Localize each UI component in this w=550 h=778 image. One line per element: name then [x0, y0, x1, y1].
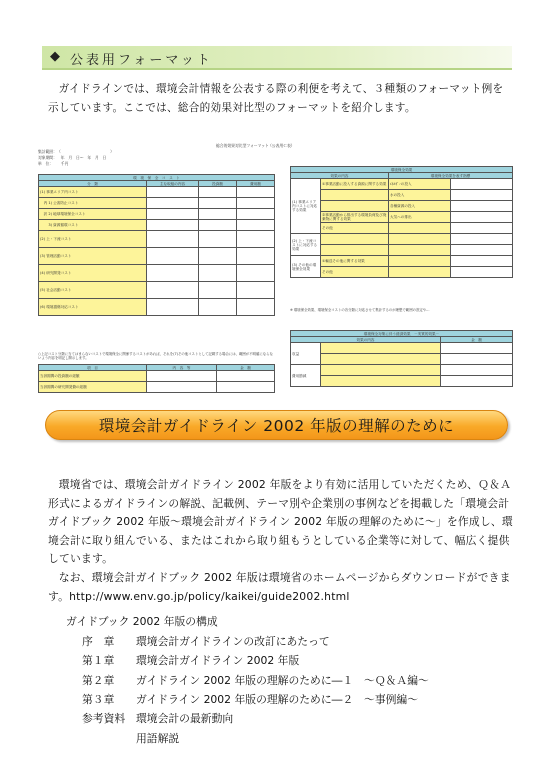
toc-chapter-title: 環境会計ガイドラインの改訂にあたって: [136, 635, 330, 649]
mini-item: 各種資源の投入: [389, 201, 451, 212]
mini-header: 投資額: [199, 181, 237, 187]
toc-item: [82, 728, 429, 747]
mini-row-label: (3) 管理活動コスト: [39, 248, 147, 265]
mini-header: 環境保全効果を表す指標: [389, 173, 513, 179]
mini-effect-table: [290, 166, 513, 278]
mini-summary-table: [38, 364, 275, 393]
mini-item: ｴﾈﾙｷﾞｰの投入: [389, 179, 451, 190]
section-title: 公表用フォーマット: [70, 53, 213, 68]
mini-header: 内 容 等: [147, 365, 217, 371]
mini-item: その他: [321, 223, 389, 234]
mini-header: 効果の内容: [291, 337, 441, 343]
toc-chapter-title: 環境会計ガイドライン 2002 年版: [136, 654, 300, 668]
toc-item: [82, 651, 429, 670]
mini-row-label: 内 1) 公害防止コスト: [39, 198, 147, 209]
toc-item: [82, 671, 429, 690]
toc-chapter-title: ガイドライン 2002 年版の理解のために―２ ～事例編～: [136, 693, 419, 707]
mini-group-label: (2) 上・下流コストに対応する効果: [291, 234, 321, 256]
mini-row-label: (6) 環境損傷対応コスト: [39, 299, 147, 316]
toc-chapter-title: 環境会計の最新動向: [136, 712, 234, 726]
mini-row-label: 収益: [291, 343, 321, 365]
toc-chapter-title: ガイドライン 2002 年版の理解のために―１ ～Ｑ＆Ａ編～: [136, 673, 429, 687]
mini-row-label: 費用節減: [291, 365, 321, 387]
toc-chapter: 参考資料: [82, 712, 126, 726]
mini-note: ※ 環境保全効果、環境保全コストの各分類に対応させて集計するのが理想で範囲の設定や…: [290, 308, 430, 312]
toc-chapter-title: 用語解説: [136, 731, 180, 745]
toc-item: [82, 709, 429, 728]
mini-item: その他: [321, 267, 389, 278]
format-image-cost-table: [32, 140, 295, 390]
mini-economic-caption: 環境保全対策に伴う経済効果 －実質的効果－: [291, 331, 513, 337]
mini-cost-table: [38, 174, 275, 316]
mini-meta-unit: 単 位： 千円: [38, 161, 69, 166]
mini-row-label: (4) 研究開発コスト: [39, 265, 147, 282]
mini-item: ②事業活動から排出する環境負荷及び廃棄物に関する効果: [321, 212, 389, 223]
toc-title: ガイドブック 2002 年版の構成: [66, 615, 218, 628]
toc-chapter: 序 章: [82, 635, 115, 649]
mini-header: 効果の内容: [291, 173, 389, 179]
body-paragraph-2: なお、環境会計ガイドブック 2002 年版は環境省のホームページからダウンロードができます。http://www.env.go.jp/policy/kaikei/guide2002.html: [48, 570, 511, 603]
mini-header: 主な取組の内容: [147, 181, 199, 187]
guideline-banner: [45, 410, 508, 440]
mini-meta-period: 対象期間： 年 月 日～ 年 月 日: [38, 155, 107, 160]
mini-doc-title: 総合的効果対比型フォーマット: [216, 143, 269, 148]
mini-row-label: (5) 社会活動コスト: [39, 282, 147, 299]
mini-item: 水の投入: [389, 190, 451, 201]
toc-chapter: 第２章: [82, 673, 115, 687]
mini-effect-caption: 環境保全効果: [291, 167, 513, 173]
body-text: [48, 476, 518, 606]
mini-note: ○上記コスト分類に当てはまらないコストで環境保全に関係するコストがあれば、それを(7)その他コストとして記載する場合には、範囲が不明確にならないよう内容を明記し開示します。: [38, 352, 273, 361]
mini-header: 項 目: [39, 365, 147, 371]
mini-header: 金 額: [441, 337, 513, 343]
mini-row-label: 当該期間の投資額の総額: [39, 371, 147, 382]
mini-group-label: (3) その他の環境保全効果: [291, 256, 321, 278]
mini-row-label: 3) 資源循環コスト: [39, 220, 147, 231]
mini-meta-range: 集計範囲：（ ）: [38, 149, 114, 154]
toc-item: [82, 632, 429, 651]
intro-paragraph: ガイドラインでは、環境会計情報を公表する際の利便を考えて、３種類のフォーマット例を示しています。ここでは、総合的効果対比型のフォーマットを紹介します。: [48, 83, 504, 114]
mini-doc-label: （公表用Ｃ表）: [268, 143, 295, 148]
mini-header: 分 類: [39, 181, 147, 187]
mini-cost-table-caption: 環 境 保 全 コ ス ト: [39, 175, 275, 181]
mini-header: 費用額: [237, 181, 275, 187]
body-paragraph-1: 環境省では、環境会計ガイドライン 2002 年版をより有効に活用していただくため、Ｑ＆Ａ形式によるガイドラインの解説、記載例、テーマ別や企業別の事例などを掲載した「環境会計ガイドブック 2002 年版～環境会計ガイドライン 2002 年版の理解のために～」を作成し、環境会計に取り組んでいる、またはこれから取り組もうとしている企業等に対して、幅広く提供しています。: [48, 478, 513, 566]
format-image-effect-table: [286, 140, 516, 390]
banner-title: 環境会計ガイドライン 2002 年版の理解のために: [98, 417, 455, 435]
mini-item: ①輸送その他に関する効果: [321, 256, 389, 267]
mini-economic-table: [290, 330, 513, 387]
diamond-bullet-icon: ◆: [50, 49, 60, 64]
mini-header: 金 額: [217, 365, 275, 371]
mini-row-label: 当該期間の研究開発費の総額: [39, 382, 147, 393]
mini-row-label: (2) 上・下流コスト: [39, 231, 147, 248]
mini-item: 大気への排出: [389, 212, 451, 223]
toc-chapter: 第１章: [82, 654, 115, 668]
mini-group-label: (1) 事業エリア内コストに対応する効果: [291, 179, 321, 234]
toc-item: [82, 690, 429, 709]
section-header: [42, 46, 512, 70]
mini-row-label: 訳 2) 地球環境保全コスト: [39, 209, 147, 220]
mini-item: ①事業活動に投入する資源に関する効果: [321, 179, 389, 190]
toc-list: [82, 632, 429, 748]
mini-row-label: (1) 事業エリア内コスト: [39, 187, 147, 198]
toc-chapter: 第３章: [82, 693, 115, 707]
